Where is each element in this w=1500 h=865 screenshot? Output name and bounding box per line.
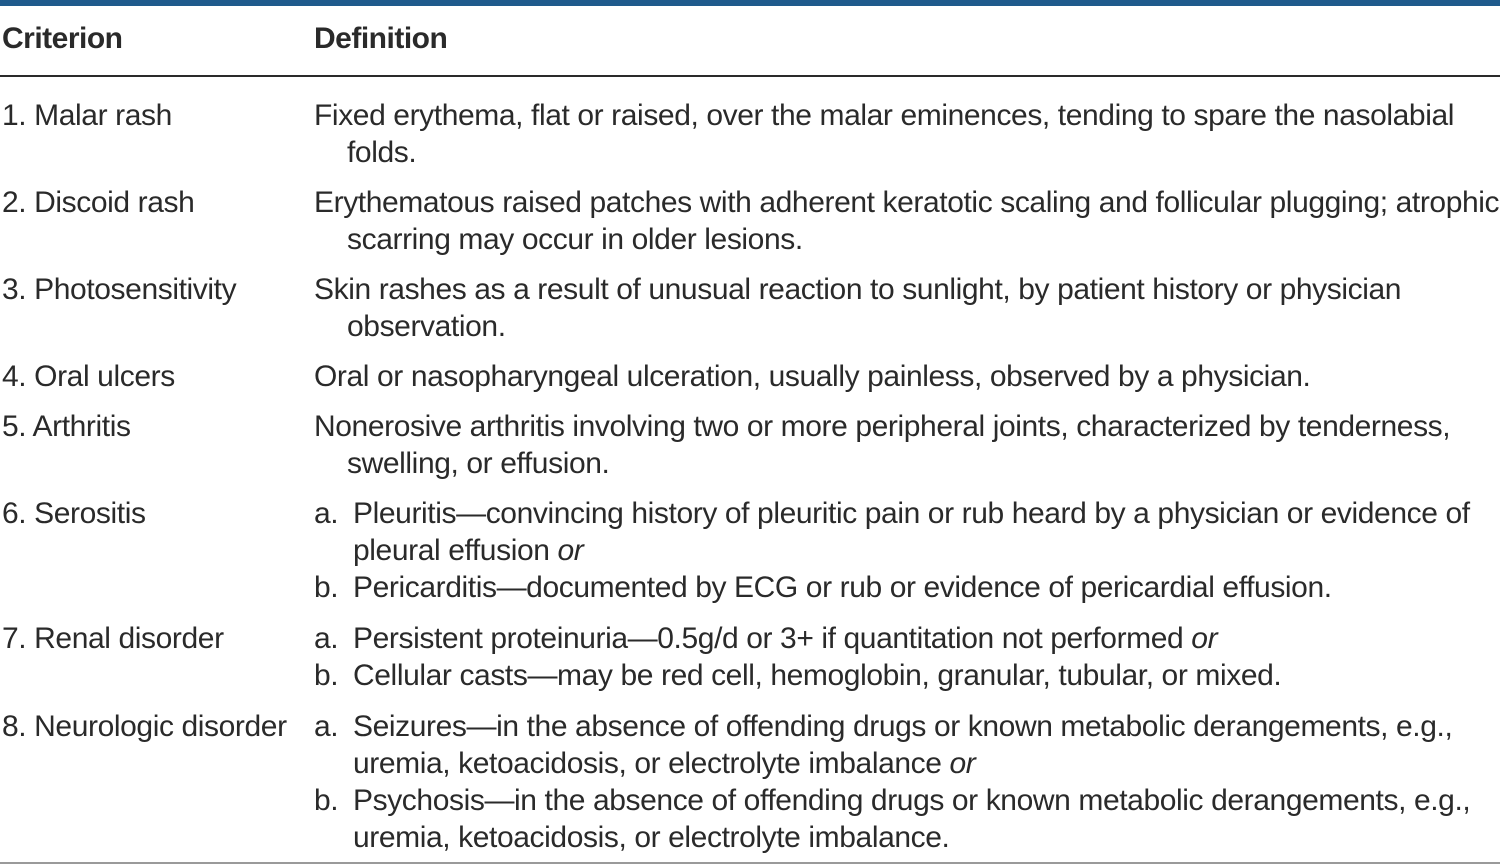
- definition-cell: Erythematous raised patches with adherent keratotic scaling and follicular plugging; atrophic scarring may occur in older lesions.: [314, 186, 1500, 256]
- definition-cell: Skin rashes as a result of unusual reaction to sunlight, by patient history or physician observation.: [314, 273, 1402, 343]
- bottom-rule: [0, 862, 1500, 864]
- table-header: [0, 22, 1500, 62]
- definition-column-header: Definition: [314, 22, 448, 55]
- definition-cell: [314, 620, 1494, 694]
- definition-cell: Oral or nasopharyngeal ulceration, usually painless, observed by a physician.: [314, 360, 1311, 393]
- criterion-cell: 8. Neurologic disorder: [2, 710, 287, 743]
- definition-subitem: b. Cellular casts—may be red cell, hemoglobin, granular, tubular, or mixed.: [314, 659, 1282, 692]
- top-rule: [0, 0, 1500, 6]
- definition-cell: Fixed erythema, flat or raised, over the malar eminences, tending to spare the nasolabial folds.: [314, 99, 1455, 169]
- criterion-column-header: Criterion: [2, 22, 123, 55]
- definition-subitem: a. Persistent proteinuria—0.5g/d or 3+ if quantitation not performed or: [314, 622, 1218, 655]
- criterion-cell: 5. Arthritis: [2, 410, 131, 443]
- definition-subitem: b. Pericarditis—documented by ECG or rub or evidence of pericardial effusion.: [314, 571, 1332, 604]
- definition-cell: Nonerosive arthritis involving two or more peripheral joints, characterized by tenderness, swelling, or effusion.: [314, 410, 1451, 480]
- definition-cell: [314, 708, 1494, 856]
- definition-subitem: a. Pleuritis—convincing history of pleuritic pain or rub heard by a physician or evidence of pleural effusion or: [314, 497, 1470, 567]
- criterion-cell: 3. Photosensitivity: [2, 273, 237, 306]
- criterion-cell: 7. Renal disorder: [2, 622, 224, 655]
- definition-cell: [314, 495, 1494, 606]
- criterion-cell: 2. Discoid rash: [2, 186, 195, 219]
- definition-subitem: a. Seizures—in the absence of offending drugs or known metabolic derangements, e.g., uremia, ketoacidosis, or electrolyte imbalance or: [314, 710, 1453, 780]
- criterion-cell: 6. Serositis: [2, 497, 146, 530]
- definition-subitem: b. Psychosis—in the absence of offending drugs or known metabolic derangements, e.g., uremia, ketoacidosis, or electrolyte imbalance.: [314, 784, 1471, 854]
- header-rule: [0, 75, 1500, 77]
- criterion-cell: 1. Malar rash: [2, 99, 172, 132]
- criterion-cell: 4. Oral ulcers: [2, 360, 175, 393]
